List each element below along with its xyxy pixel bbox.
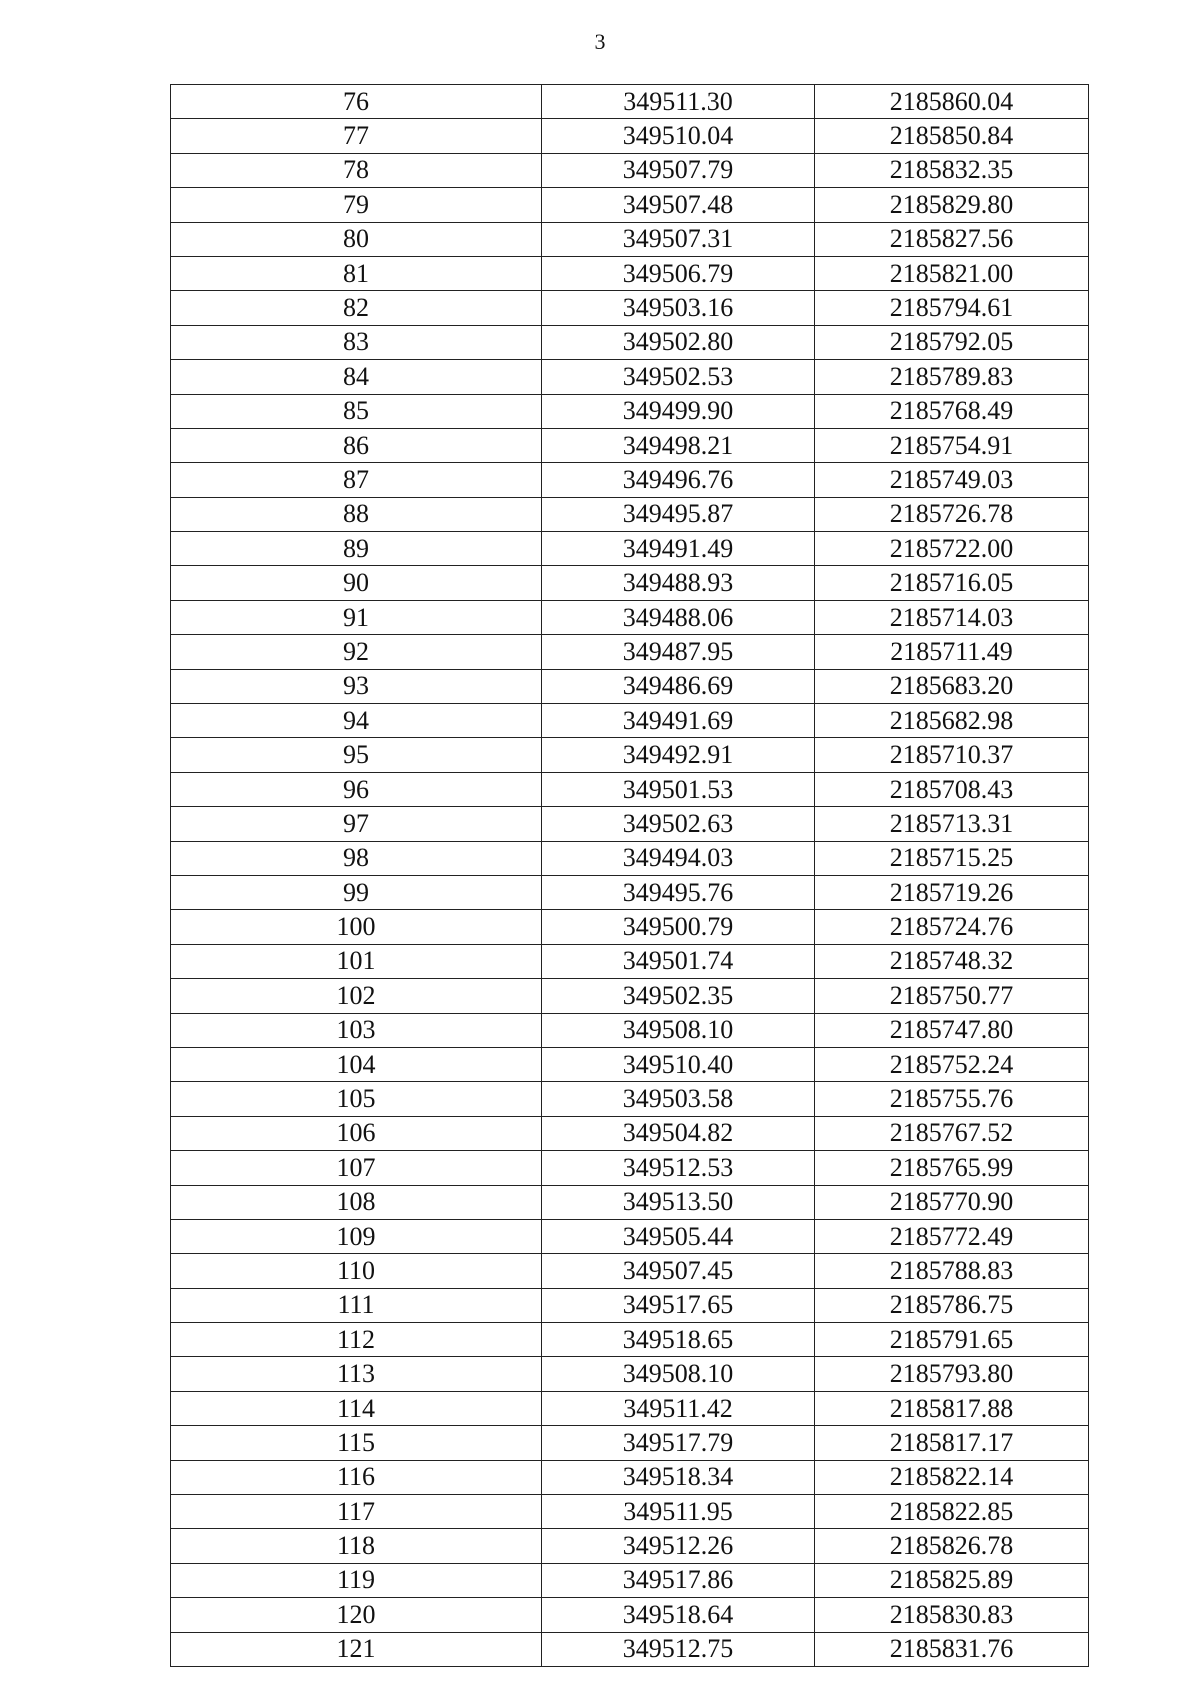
table-row: [171, 600, 1089, 634]
y-coordinate-cell: 2185708.43: [815, 772, 1089, 806]
x-coordinate-cell: 349501.74: [542, 944, 815, 978]
y-coordinate-cell: 2185767.52: [815, 1116, 1089, 1150]
point-number-cell: 117: [171, 1495, 542, 1529]
point-number-cell: 110: [171, 1254, 542, 1288]
point-number-cell: 78: [171, 153, 542, 187]
x-coordinate-cell: 349511.30: [542, 85, 815, 119]
y-coordinate-cell: 2185831.76: [815, 1632, 1089, 1666]
x-coordinate-cell: 349491.49: [542, 532, 815, 566]
x-coordinate-cell: 349486.69: [542, 669, 815, 703]
y-coordinate-cell: 2185716.05: [815, 566, 1089, 600]
x-coordinate-cell: 349496.76: [542, 463, 815, 497]
y-coordinate-cell: 2185765.99: [815, 1151, 1089, 1185]
x-coordinate-cell: 349495.76: [542, 875, 815, 909]
table-row: [171, 1013, 1089, 1047]
table-row: [171, 1151, 1089, 1185]
x-coordinate-cell: 349518.65: [542, 1323, 815, 1357]
point-number-cell: 105: [171, 1082, 542, 1116]
x-coordinate-cell: 349507.45: [542, 1254, 815, 1288]
y-coordinate-cell: 2185715.25: [815, 841, 1089, 875]
y-coordinate-cell: 2185719.26: [815, 875, 1089, 909]
table-row: [171, 566, 1089, 600]
y-coordinate-cell: 2185850.84: [815, 119, 1089, 153]
y-coordinate-cell: 2185792.05: [815, 325, 1089, 359]
point-number-cell: 99: [171, 875, 542, 909]
y-coordinate-cell: 2185714.03: [815, 600, 1089, 634]
point-number-cell: 114: [171, 1391, 542, 1425]
page-number: 3: [594, 29, 606, 54]
table-row: [171, 1082, 1089, 1116]
point-number-cell: 93: [171, 669, 542, 703]
table-row: [171, 188, 1089, 222]
y-coordinate-cell: 2185768.49: [815, 394, 1089, 428]
coordinates-table: [170, 84, 1089, 1667]
x-coordinate-cell: 349506.79: [542, 256, 815, 290]
point-number-cell: 86: [171, 428, 542, 462]
y-coordinate-cell: 2185832.35: [815, 153, 1089, 187]
x-coordinate-cell: 349503.16: [542, 291, 815, 325]
x-coordinate-cell: 349511.95: [542, 1495, 815, 1529]
point-number-cell: 107: [171, 1151, 542, 1185]
y-coordinate-cell: 2185772.49: [815, 1219, 1089, 1253]
x-coordinate-cell: 349502.63: [542, 807, 815, 841]
table-row: [171, 910, 1089, 944]
point-number-cell: 90: [171, 566, 542, 600]
table-row: [171, 635, 1089, 669]
y-coordinate-cell: 2185789.83: [815, 360, 1089, 394]
x-coordinate-cell: 349517.86: [542, 1563, 815, 1597]
x-coordinate-cell: 349505.44: [542, 1219, 815, 1253]
table-row: [171, 1254, 1089, 1288]
x-coordinate-cell: 349518.34: [542, 1460, 815, 1494]
x-coordinate-cell: 349518.64: [542, 1598, 815, 1632]
x-coordinate-cell: 349512.26: [542, 1529, 815, 1563]
table-row: [171, 1116, 1089, 1150]
point-number-cell: 111: [171, 1288, 542, 1322]
table-row: [171, 1323, 1089, 1357]
y-coordinate-cell: 2185750.77: [815, 979, 1089, 1013]
x-coordinate-cell: 349488.93: [542, 566, 815, 600]
point-number-cell: 84: [171, 360, 542, 394]
y-coordinate-cell: 2185829.80: [815, 188, 1089, 222]
table-row: [171, 463, 1089, 497]
table-row: [171, 841, 1089, 875]
coordinates-table-body: [171, 85, 1089, 1667]
table-row: [171, 394, 1089, 428]
y-coordinate-cell: 2185748.32: [815, 944, 1089, 978]
x-coordinate-cell: 349507.79: [542, 153, 815, 187]
table-row: [171, 875, 1089, 909]
y-coordinate-cell: 2185793.80: [815, 1357, 1089, 1391]
table-row: [171, 153, 1089, 187]
point-number-cell: 101: [171, 944, 542, 978]
point-number-cell: 79: [171, 188, 542, 222]
x-coordinate-cell: 349517.65: [542, 1288, 815, 1322]
point-number-cell: 108: [171, 1185, 542, 1219]
point-number-cell: 121: [171, 1632, 542, 1666]
x-coordinate-cell: 349510.40: [542, 1047, 815, 1081]
point-number-cell: 81: [171, 256, 542, 290]
x-coordinate-cell: 349502.35: [542, 979, 815, 1013]
y-coordinate-cell: 2185786.75: [815, 1288, 1089, 1322]
table-row: [171, 1563, 1089, 1597]
table-row: [171, 1598, 1089, 1632]
table-row: [171, 944, 1089, 978]
x-coordinate-cell: 349502.53: [542, 360, 815, 394]
table-row: [171, 1495, 1089, 1529]
table-row: [171, 428, 1089, 462]
table-row: [171, 807, 1089, 841]
point-number-cell: 118: [171, 1529, 542, 1563]
y-coordinate-cell: 2185682.98: [815, 704, 1089, 738]
y-coordinate-cell: 2185713.31: [815, 807, 1089, 841]
x-coordinate-cell: 349498.21: [542, 428, 815, 462]
point-number-cell: 76: [171, 85, 542, 119]
y-coordinate-cell: 2185827.56: [815, 222, 1089, 256]
x-coordinate-cell: 349501.53: [542, 772, 815, 806]
x-coordinate-cell: 349488.06: [542, 600, 815, 634]
table-row: [171, 119, 1089, 153]
table-row: [171, 704, 1089, 738]
point-number-cell: 98: [171, 841, 542, 875]
y-coordinate-cell: 2185794.61: [815, 291, 1089, 325]
x-coordinate-cell: 349487.95: [542, 635, 815, 669]
point-number-cell: 85: [171, 394, 542, 428]
table-row: [171, 979, 1089, 1013]
point-number-cell: 112: [171, 1323, 542, 1357]
point-number-cell: 87: [171, 463, 542, 497]
x-coordinate-cell: 349495.87: [542, 497, 815, 531]
y-coordinate-cell: 2185817.17: [815, 1426, 1089, 1460]
y-coordinate-cell: 2185752.24: [815, 1047, 1089, 1081]
table-row: [171, 291, 1089, 325]
point-number-cell: 89: [171, 532, 542, 566]
x-coordinate-cell: 349492.91: [542, 738, 815, 772]
point-number-cell: 97: [171, 807, 542, 841]
table-row: [171, 669, 1089, 703]
table-row: [171, 222, 1089, 256]
point-number-cell: 80: [171, 222, 542, 256]
point-number-cell: 95: [171, 738, 542, 772]
table-row: [171, 1391, 1089, 1425]
table-row: [171, 772, 1089, 806]
y-coordinate-cell: 2185826.78: [815, 1529, 1089, 1563]
point-number-cell: 116: [171, 1460, 542, 1494]
point-number-cell: 91: [171, 600, 542, 634]
x-coordinate-cell: 349511.42: [542, 1391, 815, 1425]
x-coordinate-cell: 349508.10: [542, 1013, 815, 1047]
table-row: [171, 325, 1089, 359]
table-row: [171, 738, 1089, 772]
y-coordinate-cell: 2185860.04: [815, 85, 1089, 119]
y-coordinate-cell: 2185755.76: [815, 1082, 1089, 1116]
point-number-cell: 77: [171, 119, 542, 153]
table-row: [171, 497, 1089, 531]
table-row: [171, 1460, 1089, 1494]
table-row: [171, 1219, 1089, 1253]
y-coordinate-cell: 2185722.00: [815, 532, 1089, 566]
point-number-cell: 92: [171, 635, 542, 669]
x-coordinate-cell: 349494.03: [542, 841, 815, 875]
point-number-cell: 113: [171, 1357, 542, 1391]
y-coordinate-cell: 2185821.00: [815, 256, 1089, 290]
x-coordinate-cell: 349512.75: [542, 1632, 815, 1666]
table-row: [171, 256, 1089, 290]
y-coordinate-cell: 2185791.65: [815, 1323, 1089, 1357]
table-row: [171, 1426, 1089, 1460]
x-coordinate-cell: 349507.31: [542, 222, 815, 256]
y-coordinate-cell: 2185817.88: [815, 1391, 1089, 1425]
point-number-cell: 102: [171, 979, 542, 1013]
y-coordinate-cell: 2185711.49: [815, 635, 1089, 669]
point-number-cell: 103: [171, 1013, 542, 1047]
table-row: [171, 1632, 1089, 1666]
point-number-cell: 104: [171, 1047, 542, 1081]
table-row: [171, 1185, 1089, 1219]
table-row: [171, 1529, 1089, 1563]
x-coordinate-cell: 349491.69: [542, 704, 815, 738]
point-number-cell: 83: [171, 325, 542, 359]
point-number-cell: 100: [171, 910, 542, 944]
y-coordinate-cell: 2185726.78: [815, 497, 1089, 531]
y-coordinate-cell: 2185822.85: [815, 1495, 1089, 1529]
point-number-cell: 109: [171, 1219, 542, 1253]
table-row: [171, 85, 1089, 119]
x-coordinate-cell: 349503.58: [542, 1082, 815, 1116]
y-coordinate-cell: 2185770.90: [815, 1185, 1089, 1219]
point-number-cell: 94: [171, 704, 542, 738]
table-row: [171, 360, 1089, 394]
x-coordinate-cell: 349508.10: [542, 1357, 815, 1391]
point-number-cell: 106: [171, 1116, 542, 1150]
table-row: [171, 1357, 1089, 1391]
y-coordinate-cell: 2185724.76: [815, 910, 1089, 944]
x-coordinate-cell: 349510.04: [542, 119, 815, 153]
point-number-cell: 115: [171, 1426, 542, 1460]
y-coordinate-cell: 2185822.14: [815, 1460, 1089, 1494]
table-row: [171, 1288, 1089, 1322]
x-coordinate-cell: 349504.82: [542, 1116, 815, 1150]
y-coordinate-cell: 2185749.03: [815, 463, 1089, 497]
y-coordinate-cell: 2185825.89: [815, 1563, 1089, 1597]
point-number-cell: 88: [171, 497, 542, 531]
point-number-cell: 82: [171, 291, 542, 325]
y-coordinate-cell: 2185683.20: [815, 669, 1089, 703]
y-coordinate-cell: 2185788.83: [815, 1254, 1089, 1288]
y-coordinate-cell: 2185747.80: [815, 1013, 1089, 1047]
y-coordinate-cell: 2185710.37: [815, 738, 1089, 772]
y-coordinate-cell: 2185830.83: [815, 1598, 1089, 1632]
x-coordinate-cell: 349507.48: [542, 188, 815, 222]
x-coordinate-cell: 349513.50: [542, 1185, 815, 1219]
x-coordinate-cell: 349502.80: [542, 325, 815, 359]
table-row: [171, 1047, 1089, 1081]
x-coordinate-cell: 349499.90: [542, 394, 815, 428]
point-number-cell: 120: [171, 1598, 542, 1632]
x-coordinate-cell: 349512.53: [542, 1151, 815, 1185]
x-coordinate-cell: 349517.79: [542, 1426, 815, 1460]
x-coordinate-cell: 349500.79: [542, 910, 815, 944]
point-number-cell: 119: [171, 1563, 542, 1597]
point-number-cell: 96: [171, 772, 542, 806]
table-row: [171, 532, 1089, 566]
y-coordinate-cell: 2185754.91: [815, 428, 1089, 462]
